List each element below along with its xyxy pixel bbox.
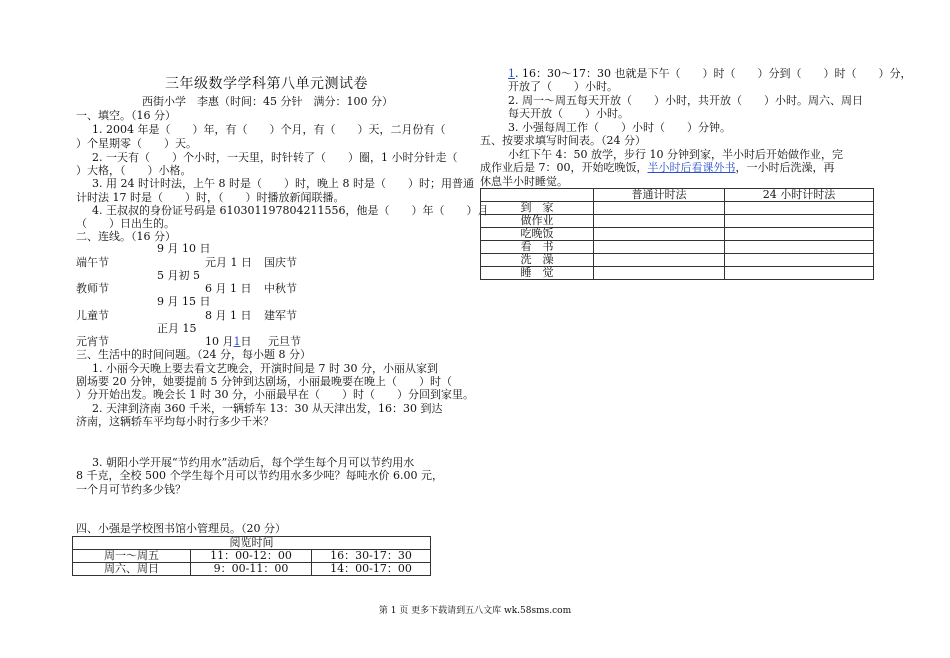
- s5-line-b-pre: 成作业后是 7：00，开始吃晚饭，: [480, 161, 648, 174]
- q1-1-line-a: 1. 2004 年是（ ）年，有（ ）个月，有（ ）天，二月份有（: [92, 123, 446, 136]
- match-festival-left: 端午节: [76, 256, 109, 269]
- match-festival-right: 建军节: [264, 309, 297, 322]
- match-date-link[interactable]: 1: [233, 335, 241, 348]
- table-cell: 吃晚饭: [481, 228, 594, 241]
- table-cell-blank[interactable]: [725, 202, 874, 215]
- table-cell: 到 家: [481, 202, 594, 215]
- table-cell-blank[interactable]: [594, 241, 725, 254]
- q1-3-line-a: 3. 用 24 时计时法，上午 8 时是（ ）时，晚上 8 时是（ ）时；用普通: [92, 177, 474, 190]
- r-q1-line-a: [508, 67, 911, 81]
- table-cell-blank[interactable]: [594, 202, 725, 215]
- table-row: [481, 202, 874, 215]
- match-festival-left: 儿童节: [76, 309, 109, 322]
- table-cell-blank[interactable]: [725, 241, 874, 254]
- schedule-table: [480, 188, 874, 280]
- section-1-heading: 一、填空。（16 分）: [76, 109, 176, 122]
- table-row: [481, 228, 874, 241]
- table-cell: 11：00-12：00: [191, 550, 312, 563]
- section-4-heading: 四、小强是学校图书馆小管理员。（20 分）: [76, 522, 286, 535]
- r-q2-line-a: 2. 周一～周五每天开放（ ）小时，共开放（ ）小时。周六、周日: [508, 94, 863, 107]
- table-cell-blank[interactable]: [725, 267, 874, 280]
- q3-1-line-a: 1. 小丽今天晚上要去看文艺晚会，开演时间是 7 时 30 分，小丽从家到: [92, 362, 438, 375]
- q1-4-line-b: （ ）日出生的。: [76, 217, 175, 230]
- match-date-last: [205, 335, 252, 349]
- match-festival-right: 中秋节: [264, 282, 297, 295]
- table-cell-blank[interactable]: [725, 254, 874, 267]
- match-festival-left: 教师节: [76, 282, 109, 295]
- table-cell-blank[interactable]: [594, 228, 725, 241]
- s5-underlined-phrase[interactable]: 半小时后看课外书: [647, 161, 736, 174]
- q3-1-line-c: ）分开始出发。晚会长 1 时 30 分，小丽最早在（ ）时（ ）分回到家里。: [76, 388, 474, 401]
- table-header-cell: 24 小时计时法: [725, 189, 874, 202]
- q1-3-line-b: 计时法 17 时是（ ）时，（ ）时播放新闻联播。: [76, 191, 345, 204]
- table-row: [481, 267, 874, 280]
- table-header-row: [73, 537, 431, 550]
- table-row: [481, 241, 874, 254]
- section-2-heading: 二、连线。（16 分）: [76, 230, 176, 243]
- table-cell: 周一～周五: [73, 550, 191, 563]
- table-cell: 16：30-17：30: [312, 550, 431, 563]
- section-5-heading: 五、按要求填写时间表。（24 分）: [480, 134, 646, 147]
- s5-line-c: 休息半小时睡觉。: [480, 175, 568, 188]
- r-q3-line: 3. 小强每周工作（ ）小时（ ）分钟。: [508, 121, 731, 134]
- match-festival-right: 元旦节: [268, 335, 301, 348]
- r-q1-number-link[interactable]: 1: [508, 67, 515, 80]
- table-header-row: [481, 189, 874, 202]
- table-cell: 周六、周日: [73, 563, 191, 576]
- table-cell-blank[interactable]: [594, 254, 725, 267]
- table-cell: 14：00-17：00: [312, 563, 431, 576]
- r-q1-text: . 16：30～17：30 也就是下午（ ）时（ ）分到（ ）时（ ）分，: [515, 67, 912, 80]
- table-row: [73, 550, 431, 563]
- table-row: [481, 254, 874, 267]
- table-header-cell: 普通计时法: [594, 189, 725, 202]
- page-subtitle: 西街小学 李惠（时间：45 分针 满分：100 分）: [142, 95, 393, 108]
- table-cell-blank[interactable]: [725, 215, 874, 228]
- match-date-last-suffix: 日: [240, 335, 252, 348]
- q3-1-line-b: 剧场要 20 分钟，她要提前 5 分钟到达剧场，小丽最晚要在晚上（ ）时（: [76, 375, 452, 388]
- table-cell: 看 书: [481, 241, 594, 254]
- table-cell: 洗 澡: [481, 254, 594, 267]
- q1-4-line-a: 4. 王叔叔的身份证号码是 610301197804211556，他是（ ）年（ ）月: [92, 204, 489, 217]
- table-cell: 睡 觉: [481, 267, 594, 280]
- s5-line-a: 小红下午 4：50 放学，步行 10 分钟到家，半小时后开始做作业，完: [508, 148, 843, 161]
- section-3-heading: 三、生活中的时间问题。（24 分，每小题 8 分）: [76, 348, 311, 361]
- match-date: 9 月 10 日: [157, 242, 211, 255]
- page-title: 三年级数学学科第八单元测试卷: [165, 76, 368, 92]
- table-cell-blank[interactable]: [594, 215, 725, 228]
- match-festival-right: 国庆节: [264, 256, 297, 269]
- table-header-cell: [481, 189, 594, 202]
- q3-2-line-a: 2. 天津到济南 360 千米，一辆轿车 13：30 从天津出发，16：30 到达: [92, 402, 443, 415]
- table-row: [481, 215, 874, 228]
- match-date: 6 月 1 日: [205, 282, 252, 295]
- table-cell-blank[interactable]: [594, 267, 725, 280]
- q1-1-line-b: ）个星期零（ ）天。: [76, 137, 197, 150]
- match-date: 5 月初 5: [157, 269, 200, 282]
- r-q2-line-b: 每天开放（ ）小时。: [508, 107, 629, 120]
- q1-2-line-b: ）大格，（ ）小格。: [76, 164, 192, 177]
- q3-3-line-b: 8 千克，全校 500 个学生每个月可以节约用水多少吨？每吨水价 6.00 元，: [76, 469, 443, 482]
- table-cell-blank[interactable]: [725, 228, 874, 241]
- r-q1-line-b: 开放了（ ）小时。: [508, 80, 618, 93]
- match-date: 8 月 1 日: [205, 309, 252, 322]
- q3-3-line-c: 一个月可节约多少钱？: [76, 483, 186, 496]
- page-footer: 第 1 页 更多下载请到五八文库 wk.58sms.com: [378, 606, 572, 616]
- library-hours-table: [72, 536, 431, 576]
- s5-line-b: [480, 161, 835, 175]
- table-header-cell: 阅览时间: [73, 537, 431, 550]
- table-cell: 做作业: [481, 215, 594, 228]
- match-date: 元月 1 日: [205, 256, 252, 269]
- table-row: [73, 563, 431, 576]
- match-date-last-prefix: 10 月: [205, 335, 234, 348]
- s5-line-b-post: ，一小时后洗澡，再: [735, 161, 835, 174]
- table-cell: 9：00-11：00: [191, 563, 312, 576]
- q3-2-line-b: 济南，这辆轿车平均每小时行多少千米？: [76, 415, 274, 428]
- q3-3-line-a: 3. 朝阳小学开展“节约用水”活动后，每个学生每个月可以节约用水: [92, 456, 415, 469]
- match-date: 正月 15: [157, 322, 197, 335]
- match-date: 9 月 15 日: [157, 295, 211, 308]
- match-festival-left: 元宵节: [76, 335, 109, 348]
- q1-2-line-a: 2. 一天有（ ）个小时，一天里，时针转了（ ）圈，1 小时分针走（: [92, 151, 458, 164]
